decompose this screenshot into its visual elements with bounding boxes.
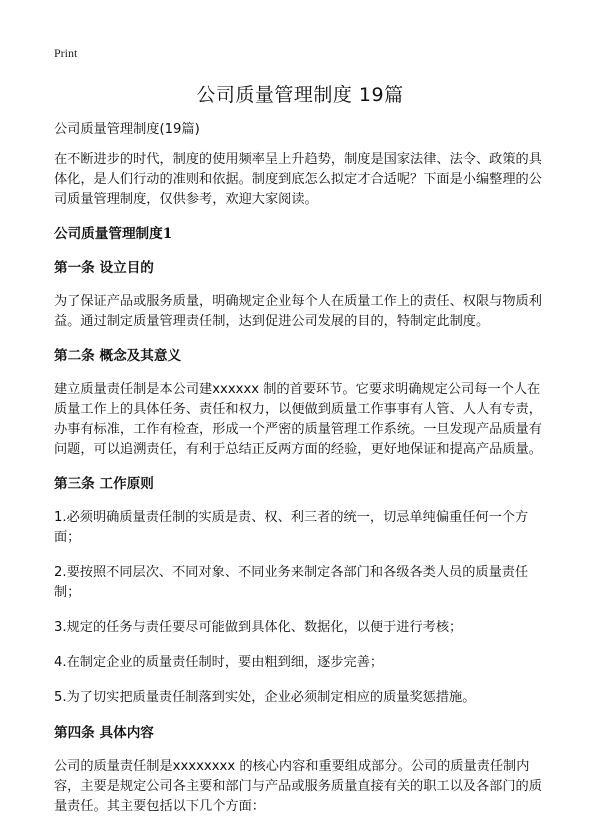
print-link[interactable]: Print	[54, 46, 78, 60]
article-1-heading: 第一条 设立目的	[54, 260, 154, 276]
article-3-item-2: 2.要按照不同层次、不同对象、不同业务来制定各部门和各级各类人员的质量责任制；	[54, 565, 529, 600]
article-2-heading: 第二条 概念及其意义	[54, 348, 182, 364]
article-2-paragraph: 建立质量责任制是本公司建xxxxxx 制的首要环节。它要求明确规定公司每一个人在质量工作上的具体任务、责任和权力，以便做到质量工作事事有人管、人人有专责，办事有标准，工作有检查，形成一个严密的质量管理工作系统。一旦发现产品质量有问题，可以追溯责任，有利于总结正反两方面的经验，更好地保证和提高产品质量。	[54, 382, 542, 457]
page-title: 公司质量管理制度 19篇	[196, 84, 404, 106]
section-heading: 公司质量管理制度1	[54, 226, 173, 242]
article-3-item-1: 1.必须明确质量责任制的实质是责、权、利三者的统一，切忌单纯偏重任何一个方面；	[54, 510, 529, 545]
article-3-item-5: 5.为了切实把质量责任制落到实处，企业必须制定相应的质量奖惩措施。	[54, 690, 476, 705]
article-4-heading: 第四条 具体内容	[54, 725, 154, 741]
document-subtitle: 公司质量管理制度(19篇)	[54, 122, 200, 137]
article-4-paragraph: 公司的质量责任制是xxxxxxxx 的核心内容和重要组成部分。公司的质量责任制内容，主要是规定公司各主要和部门与产品或服务质量直接有关的职工以及各部门的质量责任。其主要包括以下几个方面：	[54, 759, 542, 814]
document-body	[54, 120, 550, 831]
article-3-item-4: 4.在制定企业的质量责任制时，要由粗到细，逐步完善；	[54, 655, 384, 670]
article-1-paragraph: 为了保证产品或服务质量，明确规定企业每个人在质量工作上的责任、权限与物质利益。通过制定质量管理责任制，达到促进公司发展的目的，特制定此制度。	[54, 294, 542, 329]
intro-paragraph: 在不断进步的时代，制度的使用频率呈上升趋势，制度是国家法律、法令、政策的具体化，是人们行动的准则和依据。制度到底怎么拟定才合适呢？下面是小编整理的公司质量管理制度，仅供参考，欢迎大家阅读。	[54, 152, 542, 207]
article-3-item-3: 3.规定的任务与责任要尽可能做到具体化、数据化，以便于进行考核；	[54, 620, 463, 635]
article-3-heading: 第三条 工作原则	[54, 476, 154, 492]
